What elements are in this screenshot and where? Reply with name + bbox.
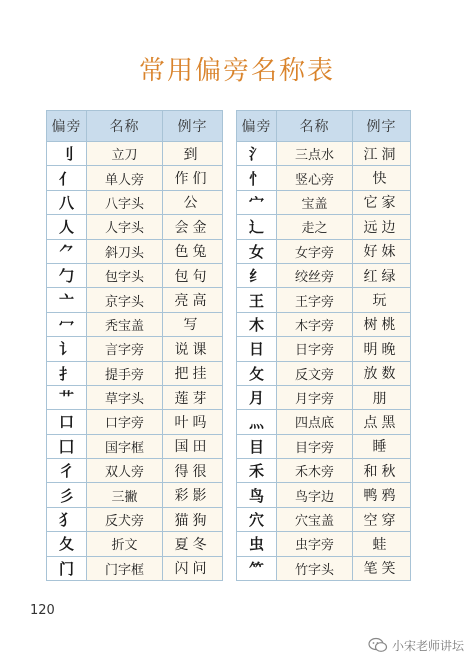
radical-cell: 冖 — [47, 312, 87, 336]
name-cell: 三点水 — [277, 142, 353, 166]
name-cell: 月字旁 — [277, 385, 353, 409]
table-row — [47, 239, 223, 263]
radical-cell: 门 — [47, 556, 87, 580]
radical-cell: 目 — [237, 434, 277, 458]
example-cell: 鸭鸦 — [353, 483, 411, 507]
name-cell: 反犬旁 — [87, 507, 163, 531]
example-cell: 江洞 — [353, 142, 411, 166]
name-cell: 包字头 — [87, 263, 163, 287]
radical-cell: ⺮ — [237, 556, 277, 580]
name-cell: 日字旁 — [277, 337, 353, 361]
example-cell: 明晚 — [353, 337, 411, 361]
example-cell: 包句 — [163, 263, 223, 287]
radical-cell: 讠 — [47, 337, 87, 361]
table-header-row — [237, 111, 411, 142]
table-row — [47, 483, 223, 507]
radical-cell: 氵 — [237, 142, 277, 166]
radical-cell: 宀 — [237, 190, 277, 214]
table-row — [237, 337, 411, 361]
radical-cell: 女 — [237, 239, 277, 263]
radical-cell: 亠 — [47, 288, 87, 312]
example-cell: 好妹 — [353, 239, 411, 263]
example-cell: 夏冬 — [163, 532, 223, 556]
watermark-text: 小宋老师讲坛 — [391, 638, 464, 653]
example-cell: 点黑 — [353, 410, 411, 434]
header-radical: 偏旁 — [237, 111, 277, 142]
table-row — [47, 532, 223, 556]
table-row — [237, 385, 411, 409]
example-cell: 叶吗 — [163, 410, 223, 434]
watermark — [368, 634, 464, 656]
table-row — [47, 142, 223, 166]
radical-cell: 鸟 — [237, 483, 277, 507]
table-row — [47, 166, 223, 190]
radical-cell: 亻 — [47, 166, 87, 190]
example-cell: 得很 — [163, 459, 223, 483]
example-cell: 远边 — [353, 215, 411, 239]
header-examples: 例字 — [163, 111, 223, 142]
radical-cell: 穴 — [237, 507, 277, 531]
example-cell: 公 — [163, 190, 223, 214]
radical-cell: 忄 — [237, 166, 277, 190]
name-cell: 双人旁 — [87, 459, 163, 483]
name-cell: 竹字头 — [277, 556, 353, 580]
name-cell: 反文旁 — [277, 361, 353, 385]
name-cell: 鸟字边 — [277, 483, 353, 507]
table-row — [237, 361, 411, 385]
name-cell: 口字旁 — [87, 410, 163, 434]
name-cell: 穴宝盖 — [277, 507, 353, 531]
name-cell: 斜刀头 — [87, 239, 163, 263]
name-cell: 京字头 — [87, 288, 163, 312]
example-cell: 彩影 — [163, 483, 223, 507]
example-cell: 色兔 — [163, 239, 223, 263]
table-row — [237, 312, 411, 336]
table-row — [237, 507, 411, 531]
header-examples: 例字 — [353, 111, 411, 142]
table-row — [237, 459, 411, 483]
header-name: 名称 — [87, 111, 163, 142]
name-cell: 禾木旁 — [277, 459, 353, 483]
radical-cell: 日 — [237, 337, 277, 361]
name-cell: 八字头 — [87, 190, 163, 214]
name-cell: 走之 — [277, 215, 353, 239]
table-row — [237, 532, 411, 556]
table-row — [47, 263, 223, 287]
radical-cell: 刂 — [47, 142, 87, 166]
page-number: 120 — [30, 603, 55, 618]
name-cell: 言字旁 — [87, 337, 163, 361]
radical-cell: 虫 — [237, 532, 277, 556]
name-cell: 王字旁 — [277, 288, 353, 312]
table-row — [237, 239, 411, 263]
radical-cell: 灬 — [237, 410, 277, 434]
radical-cell: 禾 — [237, 459, 277, 483]
example-cell: 放数 — [353, 361, 411, 385]
table-row — [47, 337, 223, 361]
name-cell: 宝盖 — [277, 190, 353, 214]
table-row — [47, 361, 223, 385]
radical-cell: 夂 — [47, 532, 87, 556]
header-name: 名称 — [277, 111, 353, 142]
table-row — [237, 288, 411, 312]
example-cell: 笔笑 — [353, 556, 411, 580]
table-row — [237, 215, 411, 239]
name-cell: 草字头 — [87, 385, 163, 409]
table-row — [237, 190, 411, 214]
example-cell: 国田 — [163, 434, 223, 458]
example-cell: 蛙 — [353, 532, 411, 556]
example-cell: 朋 — [353, 385, 411, 409]
radical-cell: 囗 — [47, 434, 87, 458]
radical-cell: ⺈ — [47, 239, 87, 263]
table-row — [47, 190, 223, 214]
table-row — [237, 142, 411, 166]
name-cell: 折文 — [87, 532, 163, 556]
radical-cell: 辶 — [237, 215, 277, 239]
name-cell: 人字头 — [87, 215, 163, 239]
radical-cell: 彡 — [47, 483, 87, 507]
example-cell: 说课 — [163, 337, 223, 361]
table-row — [47, 385, 223, 409]
example-cell: 把挂 — [163, 361, 223, 385]
radical-cell: 艹 — [47, 385, 87, 409]
table-row — [47, 288, 223, 312]
example-cell: 睡 — [353, 434, 411, 458]
radical-cell: 扌 — [47, 361, 87, 385]
name-cell: 单人旁 — [87, 166, 163, 190]
radical-cell: 人 — [47, 215, 87, 239]
radical-table-right — [236, 110, 411, 581]
example-cell: 空穿 — [353, 507, 411, 531]
table-row — [47, 312, 223, 336]
page-title: 常用偏旁名称表 — [138, 56, 335, 86]
name-cell: 女字旁 — [277, 239, 353, 263]
table-row — [47, 459, 223, 483]
example-cell: 和秋 — [353, 459, 411, 483]
example-cell: 红绿 — [353, 263, 411, 287]
example-cell: 猫狗 — [163, 507, 223, 531]
name-cell: 竖心旁 — [277, 166, 353, 190]
example-cell: 会金 — [163, 215, 223, 239]
table-row — [47, 410, 223, 434]
table-row — [237, 434, 411, 458]
table-row — [237, 166, 411, 190]
radical-cell: 犭 — [47, 507, 87, 531]
example-cell: 莲芽 — [163, 385, 223, 409]
radical-cell: 月 — [237, 385, 277, 409]
radical-cell: 口 — [47, 410, 87, 434]
header-radical: 偏旁 — [47, 111, 87, 142]
radical-cell: 王 — [237, 288, 277, 312]
table-header-row — [47, 111, 223, 142]
radical-cell: 彳 — [47, 459, 87, 483]
name-cell: 秃宝盖 — [87, 312, 163, 336]
example-cell: 写 — [163, 312, 223, 336]
name-cell: 三撇 — [87, 483, 163, 507]
example-cell: 作们 — [163, 166, 223, 190]
example-cell: 亮高 — [163, 288, 223, 312]
radical-table-left — [46, 110, 223, 581]
table-row — [237, 410, 411, 434]
example-cell: 玩 — [353, 288, 411, 312]
example-cell: 树桃 — [353, 312, 411, 336]
example-cell: 闪问 — [163, 556, 223, 580]
radical-cell: 纟 — [237, 263, 277, 287]
table-row — [47, 434, 223, 458]
table-row — [47, 556, 223, 580]
name-cell: 木字旁 — [277, 312, 353, 336]
radical-cell: 八 — [47, 190, 87, 214]
name-cell: 门字框 — [87, 556, 163, 580]
name-cell: 目字旁 — [277, 434, 353, 458]
table-row — [237, 483, 411, 507]
table-row — [237, 556, 411, 580]
wechat-icon — [368, 637, 388, 653]
name-cell: 绞丝旁 — [277, 263, 353, 287]
example-cell: 快 — [353, 166, 411, 190]
table-row — [47, 507, 223, 531]
radical-cell: 勹 — [47, 263, 87, 287]
radical-cell: 攵 — [237, 361, 277, 385]
name-cell: 四点底 — [277, 410, 353, 434]
name-cell: 虫字旁 — [277, 532, 353, 556]
radical-cell: 木 — [237, 312, 277, 336]
name-cell: 国字框 — [87, 434, 163, 458]
table-row — [237, 263, 411, 287]
example-cell: 它家 — [353, 190, 411, 214]
table-row — [47, 215, 223, 239]
example-cell: 到 — [163, 142, 223, 166]
name-cell: 立刀 — [87, 142, 163, 166]
name-cell: 提手旁 — [87, 361, 163, 385]
